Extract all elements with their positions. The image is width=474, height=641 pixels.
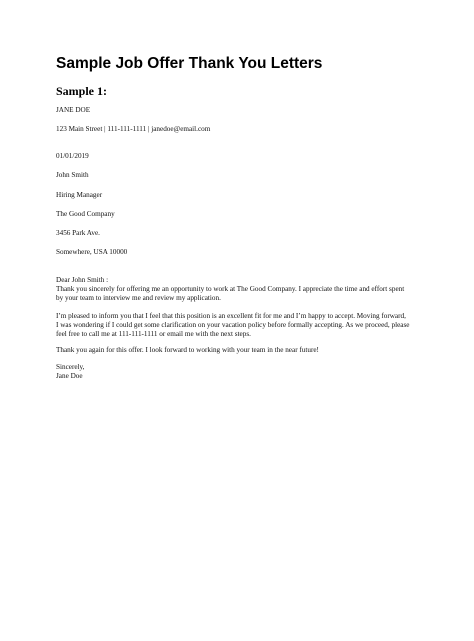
paragraph-2-line-2: I was wondering if I could get some clarification on your vacation policy before formally accepting. As we proceed, please <box>56 321 410 329</box>
paragraph-1-line-2: by your team to interview me and review my application. <box>56 294 221 302</box>
letter-date: 01/01/2019 <box>56 152 89 160</box>
recipient-title: Hiring Manager <box>56 191 103 199</box>
sender-contact: 123 Main Street | 111-111-1111 | janedoe@email.com <box>56 125 211 133</box>
signature-name: Jane Doe <box>56 372 83 380</box>
paragraph-3: Thank you again for this offer. I look forward to working with your team in the near future! <box>56 346 319 354</box>
paragraph-2-line-3: feel free to call me at 111-111-1111 or email me with the next steps. <box>56 330 251 338</box>
sample-heading: Sample 1: <box>56 84 107 98</box>
recipient-name: John Smith <box>56 171 89 179</box>
recipient-city: Somewhere, USA 10000 <box>56 248 128 256</box>
recipient-street: 3456 Park Ave. <box>56 229 100 237</box>
paragraph-2-line-1: I’m pleased to inform you that I feel that this position is an excellent fit for me and I’m happy to accept. Moving forward, <box>56 312 406 320</box>
closing: Sincerely, <box>56 363 85 371</box>
document-title: Sample Job Offer Thank You Letters <box>56 55 323 72</box>
paragraph-1-line-1: Thank you sincerely for offering me an opportunity to work at The Good Company. I appreciate the time and effort spent <box>56 285 405 293</box>
salutation: Dear John Smith : <box>56 276 109 284</box>
recipient-company: The Good Company <box>56 210 115 218</box>
sender-name: JANE DOE <box>56 106 91 114</box>
